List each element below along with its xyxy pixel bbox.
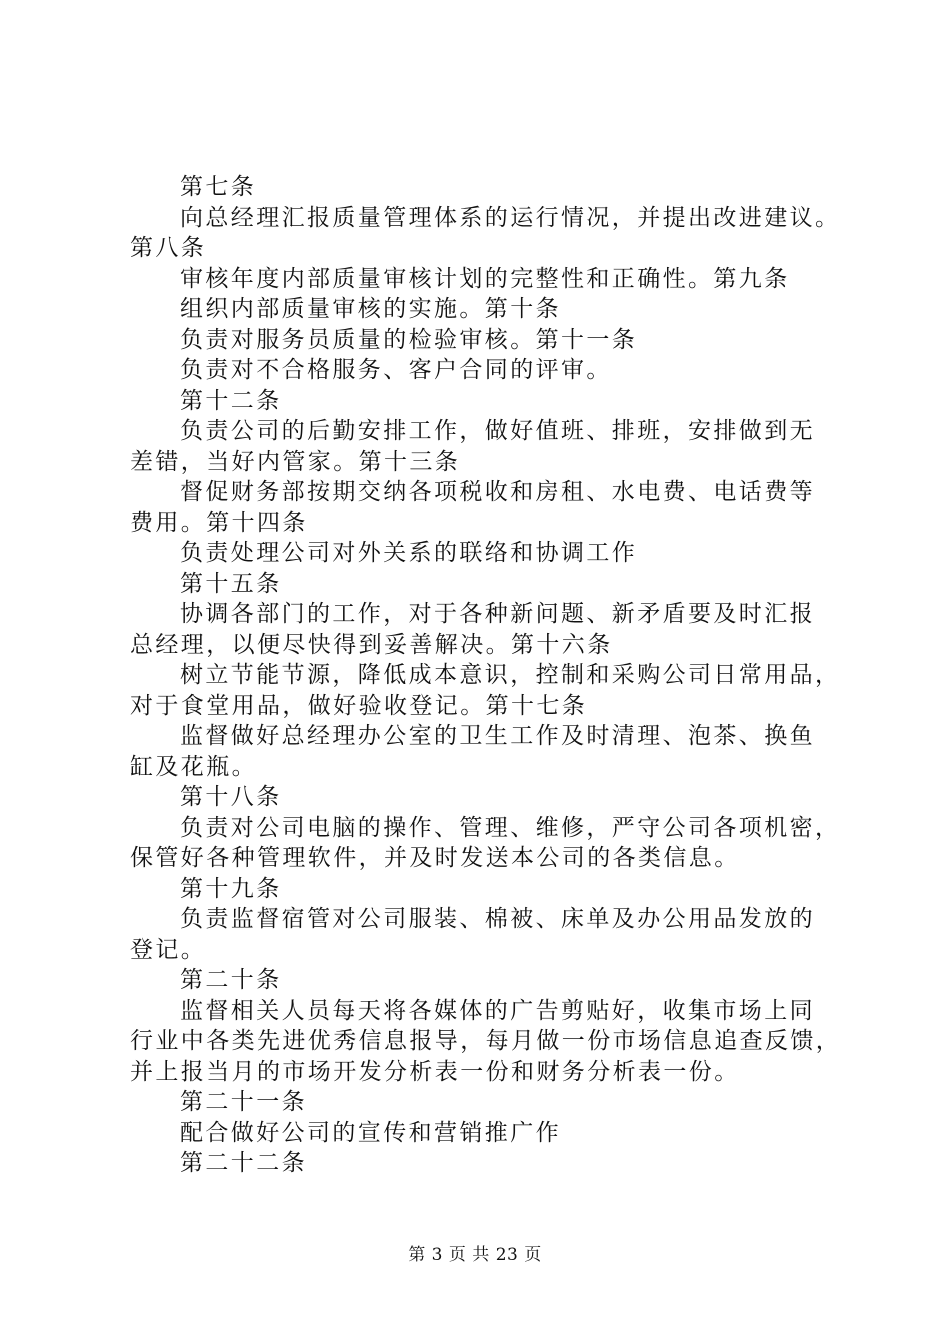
paragraph-line: 负责对公司电脑的操作、管理、维修，严守公司各项机密， <box>180 814 841 841</box>
paragraph-line: 配合做好公司的宣传和营销推广作 <box>180 1119 561 1146</box>
paragraph-line: 第十五条 <box>180 570 282 597</box>
paragraph-line: 组织内部质量审核的实施。第十条 <box>180 296 561 322</box>
paragraph-line: 督促财务部按期交纳各项税收和房租、水电费、电话费等 <box>180 479 815 505</box>
page-number-footer: 第 3 页 共 23 页 <box>408 1245 542 1265</box>
paragraph-line: 差错，当好内管家。第十三条 <box>130 448 461 475</box>
paragraph-line: 向总经理汇报质量管理体系的运行情况，并提出改进建议。 <box>180 204 841 231</box>
paragraph-line: 登记。 <box>130 936 207 963</box>
paragraph-line: 并上报当月的市场开发分析表一份和财务分析表一份。 <box>130 1058 740 1085</box>
paragraph-line: 缸及花瓶。 <box>130 753 257 780</box>
paragraph-line: 保管好各种管理软件，并及时发送本公司的各类信息。 <box>130 845 740 871</box>
paragraph-line: 行业中各类先进优秀信息报导，每月做一份市场信息追查反馈， <box>130 1028 842 1054</box>
document-body <box>130 172 850 1179</box>
paragraph-line: 第十九条 <box>180 875 282 902</box>
paragraph-line: 负责监督宿管对公司服装、棉被、床单及办公用品发放的 <box>180 906 815 932</box>
paragraph-line: 第八条 <box>130 235 207 261</box>
paragraph-line: 负责公司的后勤安排工作，做好值班、排班，安排做到无 <box>180 418 815 444</box>
paragraph-line: 监督相关人员每天将各媒体的广告剪贴好，收集市场上同 <box>180 997 815 1024</box>
paragraph-line: 第七条 <box>180 174 257 200</box>
paragraph-line: 费用。第十四条 <box>130 509 308 536</box>
paragraph-line: 审核年度内部质量审核计划的完整性和正确性。第九条 <box>180 265 790 292</box>
paragraph-line: 第二十一条 <box>180 1089 307 1115</box>
paragraph-line: 第十八条 <box>180 784 282 810</box>
paragraph-line: 第二十条 <box>180 967 282 993</box>
paragraph-line: 监督做好总经理办公室的卫生工作及时清理、泡茶、换鱼 <box>180 723 815 749</box>
paragraph-line: 第二十二条 <box>180 1150 307 1176</box>
paragraph-line: 负责处理公司对外关系的联络和协调工作 <box>180 540 638 566</box>
paragraph-line: 协调各部门的工作，对于各种新问题、新矛盾要及时汇报 <box>180 601 815 627</box>
paragraph-line: 树立节能节源，降低成本意识，控制和采购公司日常用品， <box>180 662 841 688</box>
paragraph-line: 负责对不合格服务、客户合同的评审。 <box>180 357 612 383</box>
paragraph-line: 总经理，以便尽快得到妥善解决。第十六条 <box>130 631 613 658</box>
paragraph-line: 对于食堂用品，做好验收登记。第十七条 <box>130 692 588 719</box>
paragraph-line: 第十二条 <box>180 387 282 414</box>
paragraph-line: 负责对服务员质量的检验审核。第十一条 <box>180 326 638 353</box>
